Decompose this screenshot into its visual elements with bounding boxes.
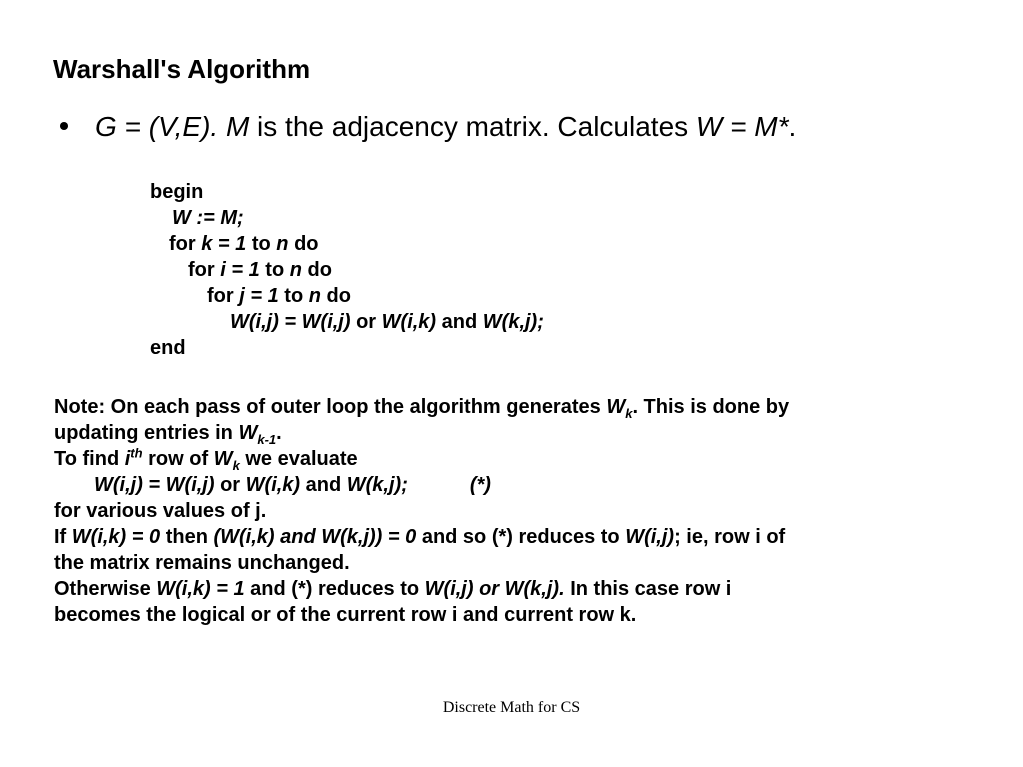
note-line-4 <box>54 472 789 498</box>
code-for-keyword: for <box>207 285 234 307</box>
note-text: row of <box>142 448 214 470</box>
bullet-closure: W = M* <box>695 111 789 142</box>
code-to-keyword: to <box>265 259 285 281</box>
code-line-assign <box>150 309 544 335</box>
note-subscript: k-1 <box>257 432 277 447</box>
note-text: ; ie, row i of <box>674 526 786 548</box>
bullet-graph-def: G = (V,E). M <box>95 111 250 142</box>
code-k-start: k = 1 <box>201 233 247 255</box>
note-text: Otherwise <box>54 578 157 600</box>
code-do-keyword: do <box>294 233 319 255</box>
code-line-for-j <box>150 283 544 309</box>
code-i-start: i = 1 <box>220 259 260 281</box>
note-line-3 <box>54 446 789 472</box>
bullet-text: is the adjacency matrix. Calculates <box>249 111 696 142</box>
code-end: end <box>150 337 186 359</box>
code-n: n <box>276 233 289 255</box>
code-n: n <box>289 259 302 281</box>
code-line-for-i <box>150 257 544 283</box>
code-do-keyword: do <box>326 285 351 307</box>
slide-title: Warshall's Algorithm <box>53 54 311 84</box>
note-line-7 <box>54 550 789 576</box>
note-formula: W(k,j); <box>346 474 408 496</box>
note-superscript: th <box>130 445 143 461</box>
note-line-2 <box>54 420 789 446</box>
note-subscript: k <box>232 458 240 473</box>
note-line-8 <box>54 576 789 602</box>
note-text: To find <box>54 448 125 470</box>
note-subscript: k <box>625 406 633 421</box>
note-formula: W(i,j) = W(i,j) <box>94 474 215 496</box>
note-i: i <box>124 448 131 470</box>
pseudocode-block <box>150 179 544 361</box>
note-text: the matrix remains unchanged. <box>54 552 350 574</box>
bullet-dot-icon <box>60 122 68 130</box>
code-line-end <box>150 335 544 361</box>
note-text: then <box>160 526 214 548</box>
code-and-keyword: and <box>441 311 478 333</box>
bullet-point <box>60 111 796 143</box>
code-to-keyword: to <box>251 233 271 255</box>
code-to-keyword: to <box>284 285 304 307</box>
code-j-start: j = 1 <box>239 285 279 307</box>
code-assign-lhs: W(i,j) = W(i,j) <box>230 311 351 333</box>
note-text: updating entries in <box>54 422 239 444</box>
note-formula: W(i,k) <box>245 474 301 496</box>
note-text: and (*) reduces to <box>244 578 425 600</box>
note-w: W <box>213 448 233 470</box>
code-wkj: W(k,j); <box>482 311 544 333</box>
note-text: we evaluate <box>239 448 358 470</box>
note-text: If <box>54 526 72 548</box>
code-for-keyword: for <box>169 233 196 255</box>
note-w: W <box>238 422 258 444</box>
note-text: In this case row i <box>564 578 732 600</box>
code-line-init <box>150 205 544 231</box>
note-formula: W(i,j) <box>625 526 675 548</box>
note-text: becomes the logical or of the current row i and current row k. <box>54 604 637 626</box>
code-init: W := M; <box>172 207 244 229</box>
bullet-period: . <box>788 111 797 142</box>
note-formula: (W(i,k) and W(k,j)) = 0 <box>213 526 417 548</box>
code-begin: begin <box>150 181 204 203</box>
note-block <box>54 394 789 628</box>
code-wik: W(i,k) <box>381 311 437 333</box>
note-formula: W(i,k) = 0 <box>71 526 161 548</box>
note-text: . <box>276 422 282 444</box>
code-n: n <box>308 285 321 307</box>
code-for-keyword: for <box>188 259 215 281</box>
code-do-keyword: do <box>307 259 332 281</box>
note-formula: W(i,k) = 1 <box>156 578 245 600</box>
code-line-begin <box>150 179 544 205</box>
note-line-9 <box>54 602 789 628</box>
note-text: or <box>214 474 246 496</box>
note-line-6 <box>54 524 789 550</box>
note-text: and so (*) reduces to <box>416 526 626 548</box>
slide-footer: Discrete Math for CS <box>442 699 581 716</box>
note-text: and <box>300 474 347 496</box>
code-line-for-k <box>150 231 544 257</box>
note-text: Note: On each pass of outer loop the algorithm generates <box>54 396 607 418</box>
note-text: for various values of j. <box>54 500 267 522</box>
note-w: W <box>606 396 626 418</box>
note-star-label: (*) <box>469 474 491 496</box>
note-line-5 <box>54 498 789 524</box>
note-formula: W(i,j) or W(k,j). <box>424 578 565 600</box>
code-or-keyword: or <box>356 311 377 333</box>
note-line-1 <box>54 394 789 420</box>
note-text: . This is done by <box>632 396 790 418</box>
